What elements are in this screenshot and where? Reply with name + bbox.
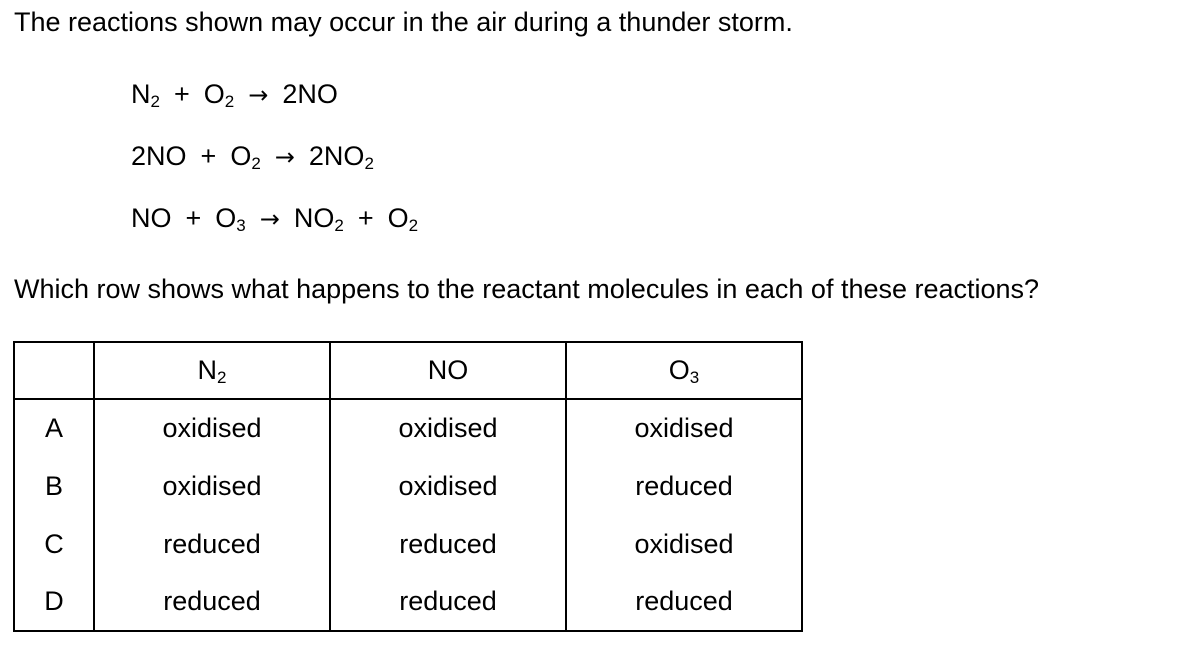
corner-cell xyxy=(14,342,94,399)
table-cell: reduced xyxy=(330,515,566,573)
product: $2NO_2$ xyxy=(308,141,374,173)
plus-sign: + xyxy=(200,141,217,171)
product: $O_2$ xyxy=(387,203,419,235)
product: $NO_2$ xyxy=(293,203,344,235)
row-label: A xyxy=(14,399,94,457)
column-header-no: NO xyxy=(330,342,566,399)
question-text: Which row shows what happens to the reactant molecules in each of these reactions? xyxy=(14,274,1040,304)
table-cell: reduced xyxy=(94,573,330,631)
row-label: B xyxy=(14,457,94,515)
reactant: NO xyxy=(131,203,172,233)
reaction-arrow-icon: → xyxy=(274,143,295,171)
equation-1 xyxy=(131,74,418,136)
reactant: $O_3$ xyxy=(215,203,246,235)
table-cell: oxidised xyxy=(94,399,330,457)
equation-3 xyxy=(131,198,418,260)
table-cell: oxidised xyxy=(94,457,330,515)
option-row-c[interactable] xyxy=(14,515,802,573)
table-cell: reduced xyxy=(330,573,566,631)
table-cell: reduced xyxy=(566,573,802,631)
intro-text: The reactions shown may occur in the air during a thunder storm. xyxy=(14,7,793,37)
equations-block xyxy=(131,74,418,260)
option-row-a[interactable] xyxy=(14,399,802,457)
option-row-b[interactable] xyxy=(14,457,802,515)
plus-sign: + xyxy=(185,203,202,233)
table-cell: oxidised xyxy=(330,399,566,457)
reactant: $N_2$ xyxy=(131,79,160,111)
reactant: $O_2$ xyxy=(230,141,261,173)
row-label: D xyxy=(14,573,94,631)
plus-sign: + xyxy=(173,79,190,109)
table-cell: reduced xyxy=(94,515,330,573)
plus-sign: + xyxy=(357,203,374,233)
column-header-o3: $O_3$ xyxy=(566,342,802,399)
table-cell: oxidised xyxy=(330,457,566,515)
reaction-arrow-icon: → xyxy=(248,81,269,109)
reaction-arrow-icon: → xyxy=(259,205,280,233)
equation-2 xyxy=(131,136,418,198)
product: 2NO xyxy=(282,79,338,109)
row-label: C xyxy=(14,515,94,573)
option-row-d[interactable] xyxy=(14,573,802,631)
reactant: $O_2$ xyxy=(203,79,235,111)
table-cell: reduced xyxy=(566,457,802,515)
reactant: 2NO xyxy=(131,141,187,171)
column-header-n2: $N_2$ xyxy=(94,342,330,399)
table-cell: oxidised xyxy=(566,515,802,573)
answer-table xyxy=(13,341,803,632)
table-cell: oxidised xyxy=(566,399,802,457)
table-header-row xyxy=(14,342,802,399)
